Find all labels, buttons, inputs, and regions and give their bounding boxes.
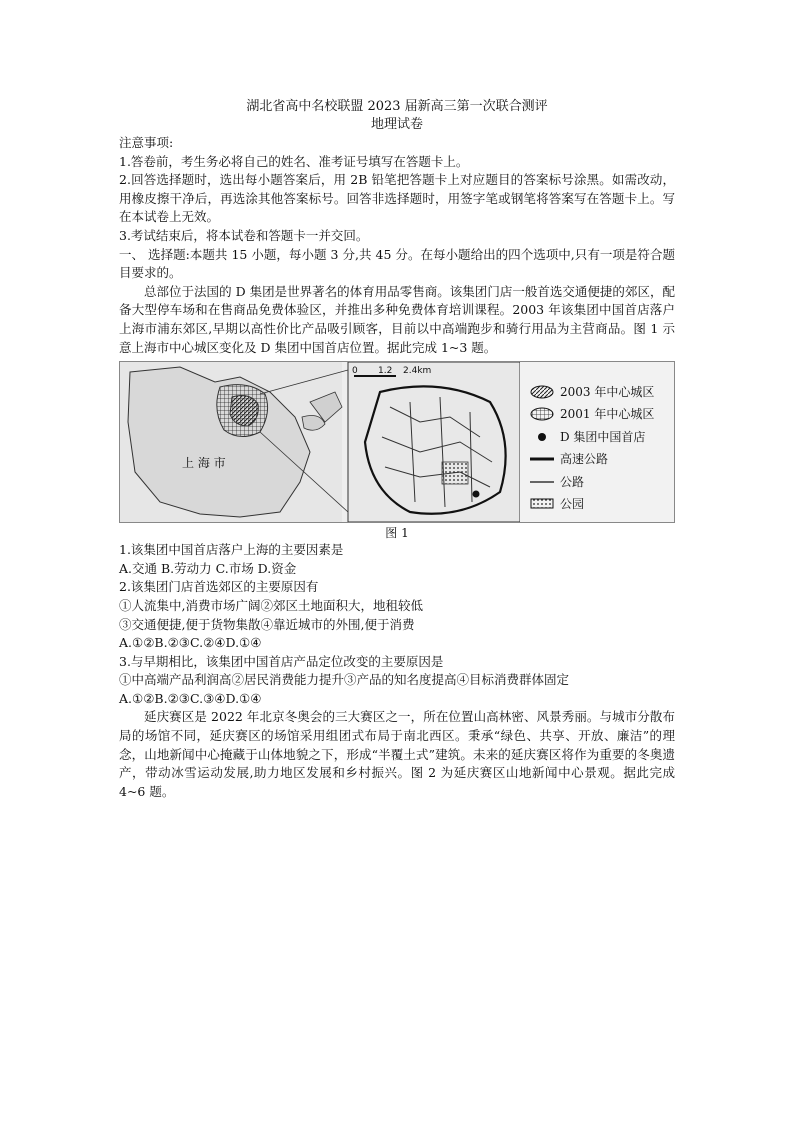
notice-heading: 注意事项: — [119, 135, 174, 150]
figure-1-caption: 图 1 — [385, 526, 409, 541]
notice-item-1: 1.答卷前，考生务必将自己的姓名、准考证号填写在答题卡上。 — [119, 153, 469, 169]
store-location-dot — [473, 491, 480, 498]
notice-item-2: 2.回答选择题时，选出每小题答案后，用 2B 铅笔把答题卡上对应题目的答案标号涂黑。如需改动，用橡皮擦干净后，再选涂其他答案标号。回答非选择题时，用签字笔或钢笔将答案写在答题卡上。写在本试卷上无效。 — [119, 172, 675, 225]
svg-text:D 集团中国首店: D 集团中国首店 — [560, 430, 646, 445]
passage-1: 总部位于法国的 D 集团是世界著名的体育用品零售商。该集团门店一般首选交通便捷的郊区，配备大型停车场和在售商品免费体验区，并推出多种免费体育培训课程。2003 年该集团中国首店落户上海市浦东郊区,早期以高性价比产品吸引顾客，目前以中高端跑步和骑行用品为主营商品。图 1 示意上海市中心城区变化及 D 集团中国首店位置。据此完成 1~3 题。 — [119, 283, 675, 355]
exam-title: 湖北省高中名校联盟 2023 届新高三第一次联合测评 — [246, 99, 548, 114]
notice-item-3: 3.考试结束后，将本试卷和答题卡一并交回。 — [119, 227, 369, 243]
exam-subtitle: 地理试卷 — [370, 117, 423, 132]
svg-text:高速公路: 高速公路 — [560, 452, 609, 467]
q3-options: A.①②B.②③C.③④D.①④ — [119, 690, 262, 706]
store-dot-icon — [538, 433, 546, 441]
2001-center-icon — [531, 408, 553, 420]
svg-text:2003 年中心城区: 2003 年中心城区 — [560, 385, 655, 400]
park-area — [442, 462, 468, 484]
q2-line-2: ③交通便捷,便于货物集散④靠近城市的外围,便于消费 — [119, 616, 415, 632]
exam-page — [119, 98, 675, 801]
scale-tick-1: 1.2 — [378, 366, 393, 377]
map-svg — [120, 362, 674, 522]
q3-stem: 3.与早期相比，该集团中国首店产品定位改变的主要原因是 — [119, 653, 444, 669]
map-label-shanghai: 上 海 市 — [182, 456, 226, 471]
scale-tick-0: 0 — [352, 366, 358, 377]
q2-options: A.①②B.②③C.②④D.①④ — [119, 635, 262, 651]
section-heading: 一、 选择题:本题共 15 小题，每小题 3 分,共 45 分。在每小题给出的四个选项中,只有一项是符合题目要求的。 — [119, 246, 675, 281]
scale-tick-2: 2.4km — [403, 366, 432, 377]
q2-stem: 2.该集团门店首选郊区的主要原因有 — [119, 579, 319, 595]
q3-line-1: ①中高端产品利润高②居民消费能力提升③产品的知名度提高④目标消费群体固定 — [119, 672, 570, 688]
overview-center-2003 — [230, 396, 258, 426]
q1-stem: 1.该集团中国首店落户上海的主要因素是 — [119, 542, 344, 558]
svg-text:公园: 公园 — [560, 497, 585, 512]
figure-1-map — [119, 361, 675, 523]
park-icon — [531, 499, 553, 508]
q2-line-1: ①人流集中,消费市场广阔②郊区土地面积大，地租较低 — [119, 597, 423, 613]
2003-center-icon — [531, 386, 553, 398]
svg-text:2001 年中心城区: 2001 年中心城区 — [560, 407, 655, 422]
passage-2: 延庆赛区是 2022 年北京冬奥会的三大赛区之一，所在位置山高林密、风景秀丽。与城市分散布局的场馆不同，延庆赛区的场馆采用组团式布局于南北西区。秉承“绿色、共享、开放、廉洁”的理念，山地新闻中心掩藏于山体地貌之下，形成“半覆土式”建筑。未来的延庆赛区将作为重要的冬奥遗产，带动冰雪运动发展,助力地区发展和乡村振兴。图 2 为延庆赛区山地新闻中心景观。据此完成 4~6 题。 — [119, 709, 675, 799]
q1-options: A.交通 B.劳动力 C.市场 D.资金 — [119, 560, 297, 576]
svg-text:公路: 公路 — [560, 475, 585, 490]
